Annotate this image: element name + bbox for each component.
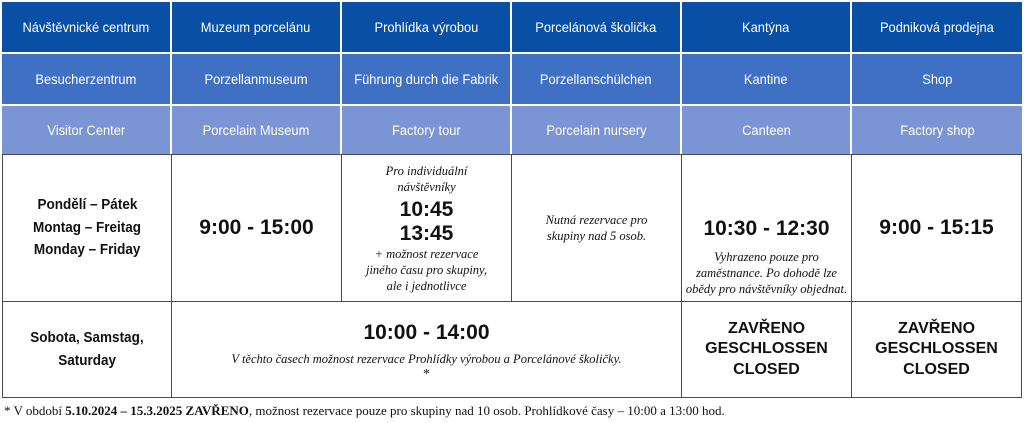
- header-visitor-center-cs: [2, 2, 172, 52]
- footnote-lead: * V období: [4, 403, 66, 418]
- shop-weekday-hours: 9:00 - 15:15: [879, 216, 994, 239]
- header-visitor-center-de: [2, 52, 172, 104]
- closed-label-line: ZAVŘENO: [727, 319, 806, 337]
- header-factory-tour-cs: [342, 2, 512, 52]
- shop-weekday-cell: [852, 154, 1022, 302]
- opening-hours-table: [2, 2, 1022, 398]
- footnote-marker: *: [423, 367, 430, 382]
- header-label: Besucherzentrum: [35, 71, 137, 87]
- factory-tour-note-line: ale i jednotlivce: [386, 278, 467, 293]
- footnote-tail: , možnost rezervace pouze pro skupiny nad 10 osob. Prohlídkové časy – 10:00 a 13:00 hod.: [248, 403, 725, 418]
- header-label: Porzellanschülchen: [540, 71, 652, 87]
- nursery-note-line: skupiny nad 5 osob.: [546, 229, 647, 243]
- header-label: Návštěvnické centrum: [22, 19, 150, 35]
- header-label: Shop: [921, 71, 953, 87]
- saturday-reservation-note: V těchto časech možnost rezervace Prohlídky výrobou a Porcelánové školičky.: [231, 352, 622, 366]
- header-porcelain-nursery-en: [512, 104, 682, 154]
- factory-tour-note-line: jiného času pro skupiny,: [365, 262, 488, 277]
- header-label: Kantýna: [742, 19, 790, 35]
- header-label: Führung durch die Fabrik: [354, 71, 498, 87]
- footnote-closed-period: 5.10.2024 – 15.3.2025 ZAVŘENO: [65, 403, 249, 418]
- header-label: Kantine: [744, 71, 788, 87]
- header-label: Porzellanmuseum: [204, 71, 308, 87]
- header-factory-tour-en: [342, 104, 512, 154]
- saturday-label-line: Saturday: [58, 351, 116, 369]
- museum-weekday-cell: [172, 154, 342, 302]
- header-factory-shop-de: [852, 52, 1022, 104]
- header-label: Factory shop: [899, 122, 975, 138]
- factory-tour-time: 13:45: [399, 221, 454, 245]
- header-label: Podniková prodejna: [880, 19, 994, 35]
- header-porcelain-museum-de: [172, 52, 342, 104]
- closed-label-line: CLOSED: [733, 360, 800, 378]
- header-canteen-cs: [682, 2, 852, 52]
- header-canteen-de: [682, 52, 852, 104]
- nursery-note-line: Nutná rezervace pro: [545, 213, 648, 227]
- closed-label-line: GESCHLOSSEN: [705, 340, 828, 358]
- weekday-label-cell: [2, 154, 172, 302]
- header-porcelain-museum-cs: [172, 2, 342, 52]
- footnote: [4, 403, 725, 419]
- header-porcelain-nursery-de: [512, 52, 682, 104]
- header-factory-tour-de: [342, 52, 512, 104]
- closed-label-line: CLOSED: [903, 360, 970, 378]
- closed-label-line: GESCHLOSSEN: [875, 340, 998, 358]
- saturday-museum-tour-nursery-cell: [172, 302, 682, 398]
- saturday-label-cell: [2, 302, 172, 398]
- header-porcelain-museum-en: [172, 104, 342, 154]
- factory-tour-weekday-cell: [342, 154, 512, 302]
- weekday-label-line: Pondělí – Pátek: [37, 196, 137, 214]
- canteen-saturday-cell: [682, 302, 852, 398]
- header-label: Factory tour: [391, 122, 461, 138]
- canteen-note-line: obědy pro návštěvníky objednat.: [685, 282, 848, 296]
- saturday-hours: 10:00 - 14:00: [363, 321, 490, 344]
- header-label: Visitor Center: [47, 122, 125, 138]
- factory-tour-note-line: + možnost rezervace: [374, 246, 479, 261]
- canteen-weekday-cell: [682, 154, 852, 302]
- header-factory-shop-en: [852, 104, 1022, 154]
- header-label: Porcelain nursery: [545, 122, 647, 138]
- closed-label-line: ZAVŘENO: [897, 319, 976, 337]
- factory-tour-note-line: Pro individuální: [385, 163, 468, 178]
- weekday-label-line: Monday – Friday: [33, 241, 141, 259]
- header-porcelain-nursery-cs: [512, 2, 682, 52]
- header-label: Porcelain Museum: [202, 122, 310, 138]
- canteen-weekday-hours: 10:30 - 12:30: [703, 217, 830, 240]
- museum-weekday-hours: 9:00 - 15:00: [199, 216, 314, 239]
- factory-tour-note-line: návštěvníky: [397, 179, 456, 194]
- canteen-note-line: zaměstnance. Po dohodě lze: [696, 266, 837, 280]
- header-factory-shop-cs: [852, 2, 1022, 52]
- shop-saturday-cell: [852, 302, 1022, 398]
- factory-tour-time: 10:45: [399, 197, 454, 221]
- saturday-label-line: Sobota, Samstag,: [30, 329, 144, 346]
- canteen-note-line: Vyhrazeno pouze pro: [714, 250, 819, 264]
- header-label: Prohlídka výrobou: [374, 19, 478, 35]
- header-label: Canteen: [741, 122, 791, 138]
- weekday-label-line: Montag – Freitag: [32, 218, 141, 236]
- nursery-weekday-cell: [512, 154, 682, 302]
- header-label: Muzeum porcelánu: [201, 19, 311, 35]
- header-canteen-en: [682, 104, 852, 154]
- header-label: Porcelánová školička: [535, 19, 657, 35]
- header-visitor-center-en: [2, 104, 172, 154]
